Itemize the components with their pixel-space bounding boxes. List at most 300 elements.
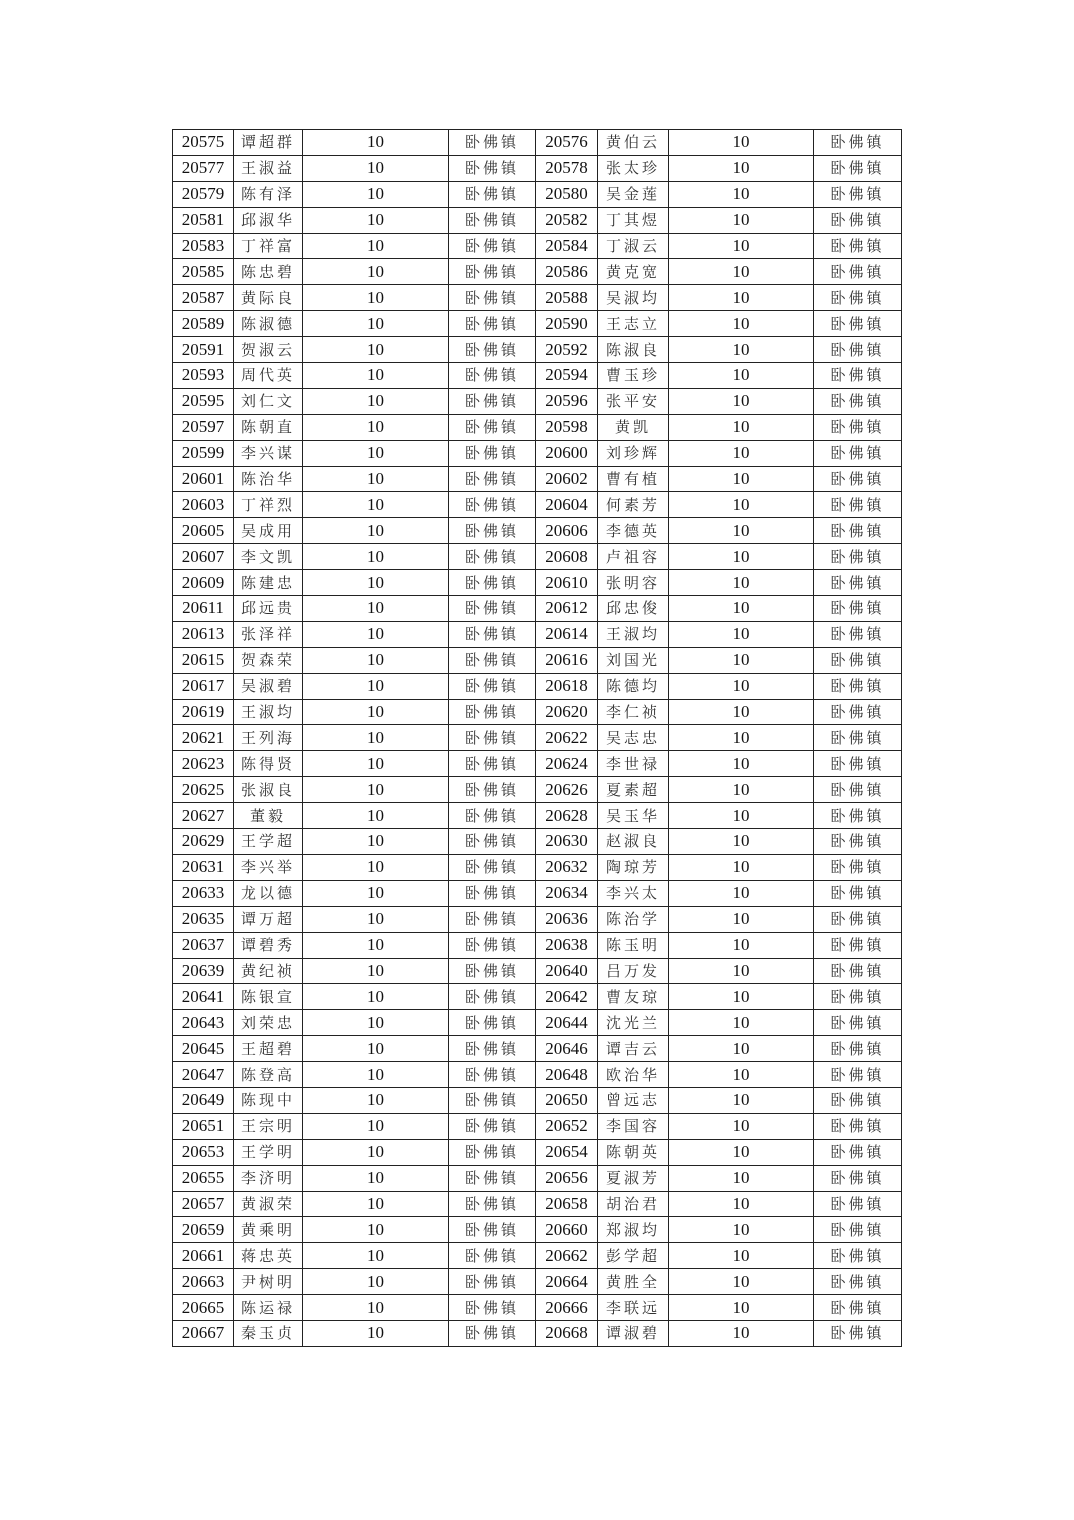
amount-cell: 10 — [669, 1010, 814, 1036]
id-cell: 20640 — [536, 958, 598, 984]
table-row — [173, 337, 902, 363]
table-row — [173, 181, 902, 207]
name-cell: 黄伯云 — [598, 130, 669, 156]
town-cell: 卧佛镇 — [814, 440, 902, 466]
amount-cell: 10 — [303, 130, 449, 156]
name-cell: 李联远 — [598, 1295, 669, 1321]
name-cell: 吴志忠 — [598, 725, 669, 751]
name-cell: 曹玉珍 — [598, 363, 669, 389]
id-cell: 20647 — [173, 1062, 234, 1088]
amount-cell: 10 — [303, 466, 449, 492]
town-cell: 卧佛镇 — [449, 1243, 536, 1269]
id-cell: 20621 — [173, 725, 234, 751]
amount-cell: 10 — [669, 363, 814, 389]
table-row — [173, 1269, 902, 1295]
name-cell: 陈得贤 — [234, 751, 303, 777]
amount-cell: 10 — [669, 544, 814, 570]
amount-cell: 10 — [303, 829, 449, 855]
name-cell: 吴成用 — [234, 518, 303, 544]
table-row — [173, 906, 902, 932]
town-cell: 卧佛镇 — [814, 1269, 902, 1295]
amount-cell: 10 — [669, 570, 814, 596]
name-cell: 陈现中 — [234, 1087, 303, 1113]
id-cell: 20600 — [536, 440, 598, 466]
amount-cell: 10 — [303, 155, 449, 181]
town-cell: 卧佛镇 — [814, 932, 902, 958]
name-cell: 王学明 — [234, 1139, 303, 1165]
id-cell: 20596 — [536, 388, 598, 414]
amount-cell: 10 — [303, 803, 449, 829]
table-row — [173, 233, 902, 259]
id-cell: 20609 — [173, 570, 234, 596]
amount-cell: 10 — [669, 130, 814, 156]
id-cell: 20662 — [536, 1243, 598, 1269]
name-cell: 陈朝英 — [598, 1139, 669, 1165]
name-cell: 陶琼芳 — [598, 854, 669, 880]
id-cell: 20599 — [173, 440, 234, 466]
name-cell: 曹有植 — [598, 466, 669, 492]
id-cell: 20659 — [173, 1217, 234, 1243]
id-cell: 20576 — [536, 130, 598, 156]
town-cell: 卧佛镇 — [449, 1165, 536, 1191]
amount-cell: 10 — [669, 466, 814, 492]
town-cell: 卧佛镇 — [814, 1087, 902, 1113]
town-cell: 卧佛镇 — [449, 233, 536, 259]
name-cell: 陈忠碧 — [234, 259, 303, 285]
town-cell: 卧佛镇 — [449, 1295, 536, 1321]
table-row — [173, 285, 902, 311]
name-cell: 张淑良 — [234, 777, 303, 803]
town-cell: 卧佛镇 — [814, 155, 902, 181]
table-row — [173, 155, 902, 181]
table-row — [173, 1087, 902, 1113]
town-cell: 卧佛镇 — [814, 751, 902, 777]
name-cell: 陈德均 — [598, 673, 669, 699]
table-row — [173, 1217, 902, 1243]
town-cell: 卧佛镇 — [449, 621, 536, 647]
town-cell: 卧佛镇 — [814, 337, 902, 363]
id-cell: 20652 — [536, 1113, 598, 1139]
name-cell: 李兴谋 — [234, 440, 303, 466]
table-row — [173, 259, 902, 285]
id-cell: 20660 — [536, 1217, 598, 1243]
name-cell: 陈淑德 — [234, 311, 303, 337]
town-cell: 卧佛镇 — [449, 207, 536, 233]
table-row — [173, 984, 902, 1010]
id-cell: 20605 — [173, 518, 234, 544]
id-cell: 20648 — [536, 1062, 598, 1088]
name-cell: 夏素超 — [598, 777, 669, 803]
town-cell: 卧佛镇 — [449, 829, 536, 855]
table-row — [173, 958, 902, 984]
table-row — [173, 932, 902, 958]
name-cell: 刘珍辉 — [598, 440, 669, 466]
amount-cell: 10 — [303, 1036, 449, 1062]
amount-cell: 10 — [669, 518, 814, 544]
name-cell: 吴玉华 — [598, 803, 669, 829]
name-cell: 谭吉云 — [598, 1036, 669, 1062]
amount-cell: 10 — [669, 337, 814, 363]
table-row — [173, 1295, 902, 1321]
id-cell: 20644 — [536, 1010, 598, 1036]
name-cell: 陈治学 — [598, 906, 669, 932]
amount-cell: 10 — [669, 932, 814, 958]
id-cell: 20578 — [536, 155, 598, 181]
town-cell: 卧佛镇 — [814, 647, 902, 673]
town-cell: 卧佛镇 — [449, 803, 536, 829]
amount-cell: 10 — [303, 1295, 449, 1321]
town-cell: 卧佛镇 — [814, 958, 902, 984]
name-cell: 张泽祥 — [234, 621, 303, 647]
name-cell: 龙以德 — [234, 880, 303, 906]
town-cell: 卧佛镇 — [449, 466, 536, 492]
table-row — [173, 854, 902, 880]
name-cell: 丁淑云 — [598, 233, 669, 259]
amount-cell: 10 — [669, 647, 814, 673]
amount-cell: 10 — [303, 984, 449, 1010]
amount-cell: 10 — [669, 207, 814, 233]
name-cell: 邱远贵 — [234, 596, 303, 622]
amount-cell: 10 — [669, 596, 814, 622]
table-row — [173, 544, 902, 570]
id-cell: 20642 — [536, 984, 598, 1010]
name-cell: 郑淑均 — [598, 1217, 669, 1243]
town-cell: 卧佛镇 — [449, 777, 536, 803]
name-cell: 吴淑碧 — [234, 673, 303, 699]
name-cell: 丁祥烈 — [234, 492, 303, 518]
amount-cell: 10 — [303, 1165, 449, 1191]
name-cell: 李世禄 — [598, 751, 669, 777]
amount-cell: 10 — [303, 518, 449, 544]
name-cell: 曾远志 — [598, 1087, 669, 1113]
amount-cell: 10 — [669, 1243, 814, 1269]
amount-cell: 10 — [669, 181, 814, 207]
name-cell: 吴金莲 — [598, 181, 669, 207]
town-cell: 卧佛镇 — [814, 181, 902, 207]
amount-cell: 10 — [669, 311, 814, 337]
amount-cell: 10 — [303, 414, 449, 440]
id-cell: 20627 — [173, 803, 234, 829]
name-cell: 李文凯 — [234, 544, 303, 570]
table-row — [173, 777, 902, 803]
amount-cell: 10 — [669, 725, 814, 751]
id-cell: 20615 — [173, 647, 234, 673]
town-cell: 卧佛镇 — [449, 1087, 536, 1113]
amount-cell: 10 — [669, 1036, 814, 1062]
amount-cell: 10 — [303, 932, 449, 958]
town-cell: 卧佛镇 — [814, 544, 902, 570]
name-cell: 刘国光 — [598, 647, 669, 673]
amount-cell: 10 — [669, 829, 814, 855]
town-cell: 卧佛镇 — [814, 1036, 902, 1062]
name-cell: 李仁祯 — [598, 699, 669, 725]
id-cell: 20618 — [536, 673, 598, 699]
amount-cell: 10 — [303, 621, 449, 647]
town-cell: 卧佛镇 — [814, 233, 902, 259]
table-row — [173, 311, 902, 337]
name-cell: 张太珍 — [598, 155, 669, 181]
id-cell: 20580 — [536, 181, 598, 207]
amount-cell: 10 — [303, 1269, 449, 1295]
town-cell: 卧佛镇 — [449, 285, 536, 311]
name-cell: 尹树明 — [234, 1269, 303, 1295]
amount-cell: 10 — [669, 984, 814, 1010]
amount-cell: 10 — [303, 259, 449, 285]
name-cell: 陈治华 — [234, 466, 303, 492]
town-cell: 卧佛镇 — [814, 492, 902, 518]
id-cell: 20581 — [173, 207, 234, 233]
name-cell: 谭超群 — [234, 130, 303, 156]
name-cell: 陈有泽 — [234, 181, 303, 207]
id-cell: 20633 — [173, 880, 234, 906]
table-row — [173, 1010, 902, 1036]
id-cell: 20583 — [173, 233, 234, 259]
id-cell: 20654 — [536, 1139, 598, 1165]
id-cell: 20658 — [536, 1191, 598, 1217]
name-cell: 黄纪祯 — [234, 958, 303, 984]
amount-cell: 10 — [669, 233, 814, 259]
table-row — [173, 388, 902, 414]
name-cell: 张明容 — [598, 570, 669, 596]
town-cell: 卧佛镇 — [449, 1320, 536, 1346]
amount-cell: 10 — [669, 854, 814, 880]
amount-cell: 10 — [303, 854, 449, 880]
name-cell: 李国容 — [598, 1113, 669, 1139]
town-cell: 卧佛镇 — [449, 932, 536, 958]
id-cell: 20626 — [536, 777, 598, 803]
name-cell: 黄淑荣 — [234, 1191, 303, 1217]
town-cell: 卧佛镇 — [814, 1139, 902, 1165]
id-cell: 20579 — [173, 181, 234, 207]
id-cell: 20575 — [173, 130, 234, 156]
table-row — [173, 751, 902, 777]
roster-table — [172, 129, 902, 1347]
id-cell: 20650 — [536, 1087, 598, 1113]
id-cell: 20590 — [536, 311, 598, 337]
amount-cell: 10 — [669, 906, 814, 932]
amount-cell: 10 — [669, 388, 814, 414]
id-cell: 20592 — [536, 337, 598, 363]
town-cell: 卧佛镇 — [814, 984, 902, 1010]
town-cell: 卧佛镇 — [814, 621, 902, 647]
table-row — [173, 1320, 902, 1346]
id-cell: 20595 — [173, 388, 234, 414]
town-cell: 卧佛镇 — [449, 363, 536, 389]
town-cell: 卧佛镇 — [449, 181, 536, 207]
town-cell: 卧佛镇 — [814, 1217, 902, 1243]
town-cell: 卧佛镇 — [814, 1191, 902, 1217]
amount-cell: 10 — [669, 803, 814, 829]
town-cell: 卧佛镇 — [449, 440, 536, 466]
id-cell: 20653 — [173, 1139, 234, 1165]
town-cell: 卧佛镇 — [814, 854, 902, 880]
amount-cell: 10 — [303, 596, 449, 622]
amount-cell: 10 — [303, 906, 449, 932]
name-cell: 陈玉明 — [598, 932, 669, 958]
name-cell: 黄凯 — [598, 414, 669, 440]
name-cell: 何素芳 — [598, 492, 669, 518]
amount-cell: 10 — [303, 440, 449, 466]
town-cell: 卧佛镇 — [814, 1165, 902, 1191]
town-cell: 卧佛镇 — [814, 311, 902, 337]
amount-cell: 10 — [669, 1087, 814, 1113]
town-cell: 卧佛镇 — [449, 725, 536, 751]
name-cell: 秦玉贞 — [234, 1320, 303, 1346]
town-cell: 卧佛镇 — [814, 130, 902, 156]
id-cell: 20617 — [173, 673, 234, 699]
table-row — [173, 699, 902, 725]
town-cell: 卧佛镇 — [449, 1191, 536, 1217]
name-cell: 刘荣忠 — [234, 1010, 303, 1036]
id-cell: 20608 — [536, 544, 598, 570]
id-cell: 20632 — [536, 854, 598, 880]
id-cell: 20620 — [536, 699, 598, 725]
name-cell: 黄乘明 — [234, 1217, 303, 1243]
id-cell: 20607 — [173, 544, 234, 570]
table-row — [173, 1243, 902, 1269]
id-cell: 20661 — [173, 1243, 234, 1269]
amount-cell: 10 — [303, 751, 449, 777]
name-cell: 王超碧 — [234, 1036, 303, 1062]
table-row — [173, 803, 902, 829]
name-cell: 彭学超 — [598, 1243, 669, 1269]
id-cell: 20666 — [536, 1295, 598, 1321]
table-row — [173, 130, 902, 156]
name-cell: 邱淑华 — [234, 207, 303, 233]
amount-cell: 10 — [669, 699, 814, 725]
name-cell: 王列海 — [234, 725, 303, 751]
town-cell: 卧佛镇 — [449, 699, 536, 725]
name-cell: 贺森荣 — [234, 647, 303, 673]
amount-cell: 10 — [669, 880, 814, 906]
amount-cell: 10 — [669, 492, 814, 518]
town-cell: 卧佛镇 — [449, 854, 536, 880]
town-cell: 卧佛镇 — [814, 596, 902, 622]
table-row — [173, 1036, 902, 1062]
name-cell: 李兴举 — [234, 854, 303, 880]
id-cell: 20603 — [173, 492, 234, 518]
id-cell: 20589 — [173, 311, 234, 337]
id-cell: 20624 — [536, 751, 598, 777]
id-cell: 20649 — [173, 1087, 234, 1113]
amount-cell: 10 — [303, 544, 449, 570]
id-cell: 20588 — [536, 285, 598, 311]
town-cell: 卧佛镇 — [449, 155, 536, 181]
amount-cell: 10 — [303, 725, 449, 751]
table-row — [173, 466, 902, 492]
amount-cell: 10 — [303, 311, 449, 337]
id-cell: 20594 — [536, 363, 598, 389]
amount-cell: 10 — [669, 1295, 814, 1321]
id-cell: 20587 — [173, 285, 234, 311]
town-cell: 卧佛镇 — [449, 906, 536, 932]
id-cell: 20616 — [536, 647, 598, 673]
town-cell: 卧佛镇 — [814, 1320, 902, 1346]
amount-cell: 10 — [669, 1217, 814, 1243]
amount-cell: 10 — [303, 388, 449, 414]
id-cell: 20613 — [173, 621, 234, 647]
id-cell: 20601 — [173, 466, 234, 492]
id-cell: 20631 — [173, 854, 234, 880]
name-cell: 刘仁文 — [234, 388, 303, 414]
id-cell: 20656 — [536, 1165, 598, 1191]
id-cell: 20585 — [173, 259, 234, 285]
id-cell: 20637 — [173, 932, 234, 958]
table-row — [173, 1165, 902, 1191]
name-cell: 李德英 — [598, 518, 669, 544]
town-cell: 卧佛镇 — [449, 1139, 536, 1165]
town-cell: 卧佛镇 — [814, 388, 902, 414]
id-cell: 20651 — [173, 1113, 234, 1139]
town-cell: 卧佛镇 — [449, 1010, 536, 1036]
name-cell: 陈银宣 — [234, 984, 303, 1010]
town-cell: 卧佛镇 — [814, 1113, 902, 1139]
amount-cell: 10 — [303, 1191, 449, 1217]
id-cell: 20646 — [536, 1036, 598, 1062]
id-cell: 20586 — [536, 259, 598, 285]
name-cell: 夏淑芳 — [598, 1165, 669, 1191]
table-row — [173, 207, 902, 233]
town-cell: 卧佛镇 — [814, 1295, 902, 1321]
id-cell: 20668 — [536, 1320, 598, 1346]
name-cell: 黄克宽 — [598, 259, 669, 285]
name-cell: 王志立 — [598, 311, 669, 337]
id-cell: 20645 — [173, 1036, 234, 1062]
name-cell: 贺淑云 — [234, 337, 303, 363]
name-cell: 王淑均 — [234, 699, 303, 725]
town-cell: 卧佛镇 — [449, 1269, 536, 1295]
town-cell: 卧佛镇 — [449, 130, 536, 156]
id-cell: 20634 — [536, 880, 598, 906]
name-cell: 陈运禄 — [234, 1295, 303, 1321]
amount-cell: 10 — [669, 621, 814, 647]
amount-cell: 10 — [303, 181, 449, 207]
name-cell: 陈淑良 — [598, 337, 669, 363]
name-cell: 丁祥富 — [234, 233, 303, 259]
name-cell: 赵淑良 — [598, 829, 669, 855]
amount-cell: 10 — [303, 492, 449, 518]
town-cell: 卧佛镇 — [449, 544, 536, 570]
name-cell: 黄胜全 — [598, 1269, 669, 1295]
amount-cell: 10 — [303, 699, 449, 725]
amount-cell: 10 — [669, 1191, 814, 1217]
id-cell: 20623 — [173, 751, 234, 777]
amount-cell: 10 — [669, 440, 814, 466]
amount-cell: 10 — [303, 777, 449, 803]
town-cell: 卧佛镇 — [449, 1113, 536, 1139]
id-cell: 20625 — [173, 777, 234, 803]
amount-cell: 10 — [303, 363, 449, 389]
name-cell: 卢祖容 — [598, 544, 669, 570]
name-cell: 丁其煜 — [598, 207, 669, 233]
town-cell: 卧佛镇 — [814, 673, 902, 699]
amount-cell: 10 — [303, 1113, 449, 1139]
town-cell: 卧佛镇 — [449, 492, 536, 518]
table-row — [173, 596, 902, 622]
amount-cell: 10 — [303, 1010, 449, 1036]
amount-cell: 10 — [303, 647, 449, 673]
town-cell: 卧佛镇 — [814, 777, 902, 803]
table-row — [173, 829, 902, 855]
id-cell: 20641 — [173, 984, 234, 1010]
id-cell: 20614 — [536, 621, 598, 647]
amount-cell: 10 — [669, 1269, 814, 1295]
amount-cell: 10 — [303, 1320, 449, 1346]
id-cell: 20577 — [173, 155, 234, 181]
name-cell: 王淑益 — [234, 155, 303, 181]
table-row — [173, 440, 902, 466]
table-row — [173, 570, 902, 596]
